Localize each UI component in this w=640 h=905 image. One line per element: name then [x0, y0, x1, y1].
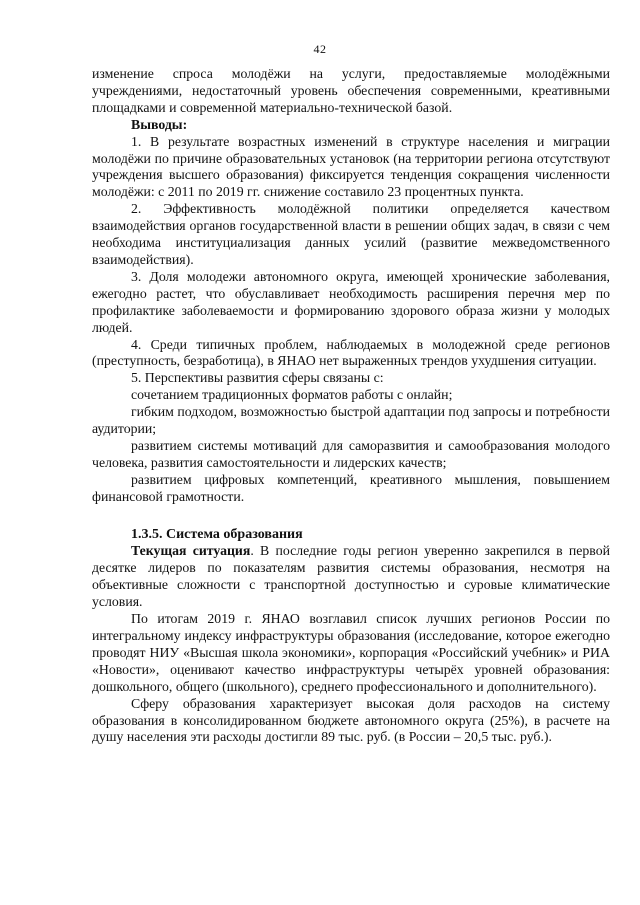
page-number: 42 [313, 42, 327, 56]
conclusions-heading: Выводы: [131, 116, 188, 132]
list-item: развитием цифровых компетенций, креативного мышления, повышением финансовой грамотности. [92, 471, 610, 504]
section-paragraph-2: По итогам 2019 г. ЯНАО возглавил список лучших регионов России по интегральному индексу инфраструктуры образования (исследование, которое ежегодно проводят НИУ «Высшая школа экономики», корпорация «Российский учебник» и РИА «Новости», оценивают качество инфраструктуры четырёх уровней образования: дошкольного, общего (школьного), среднего профессионального и дополнительного). [92, 611, 610, 694]
conclusion-1: 1. В результате возрастных изменений в структуре населения и миграции молодёжи по причине образовательных установок (на территории региона отсутствуют учреждения высшего образования) фиксируется тенденция сокращения численности молодёжи: с 2011 по 2019 гг. снижение составило 23 процентных пункта. [92, 133, 610, 200]
section-paragraph-3: Сферу образования характеризует высокая доля расходов на систему образования в консолидированном бюджете автономного округа (25%), в расчете на душу населения эти расходы достигли 89 тыс. руб. (в России – 20,5 тыс. руб.). [92, 695, 610, 745]
conclusion-3: 3. Доля молодежи автономного округа, имеющей хронические заболевания, ежегодно растет, что обуславливает необходимость расширения перечня мер по профилактике заболеваемости и формированию здорового образа жизни у молодых людей. [92, 268, 610, 335]
section-lead-paragraph [92, 543, 610, 611]
list-item: сочетанием традиционных форматов работы с онлайн; [131, 387, 453, 403]
paragraph-continuation: изменение спроса молодёжи на услуги, предоставляемые молодёжными учреждениями, недостаточный уровень обеспечения современными, креативными площадками и современной материально-технической базой. [92, 66, 610, 115]
document-body [92, 66, 610, 746]
lead-label: Текущая ситуация [131, 543, 251, 559]
conclusion-4: 4. Среди типичных проблем, наблюдаемых в молодежной среде регионов (преступность, безработица), в ЯНАО нет выраженных трендов ухудшения ситуации. [92, 336, 610, 369]
conclusion-2: 2. Эффективность молодёжной политики определяется качеством взаимодействия органов государственной власти в решении общих задач, в связи с чем необходима институциализация данных усилий (развитие межведомственного взаимодействия). [92, 201, 610, 267]
lead-text: . В последние годы регион уверенно закрепился в первой десятке лидеров по показателям развития системы образования, несмотря на объективные сложности с транспортной доступностью и суровые климатические условия. [92, 543, 611, 610]
section-heading: 1.3.5. Система образования [131, 526, 303, 542]
list-item: развитием системы мотиваций для саморазвития и самообразования молодого человека, развития самостоятельности и лидерских качеств; [92, 437, 610, 470]
conclusion-5: 5. Перспективы развития сферы связаны с: [131, 370, 384, 386]
list-item: гибким подходом, возможностью быстрой адаптации под запросы и потребности аудитории; [92, 404, 610, 437]
